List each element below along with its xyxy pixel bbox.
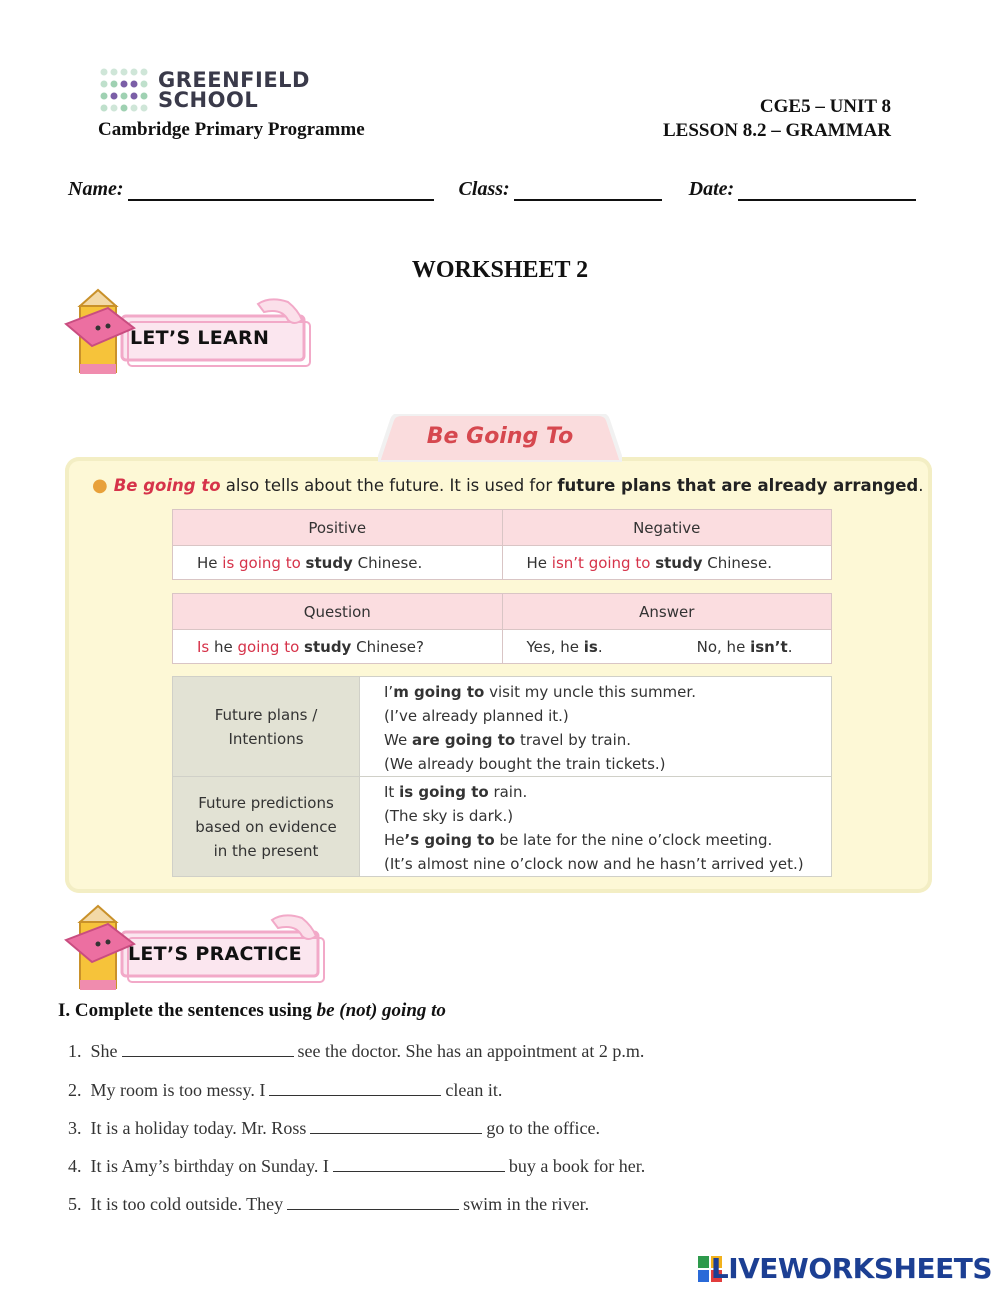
lets-learn-label: LET’S LEARN [130,327,270,349]
rule-text: also tells about the future. It is used for [220,476,558,495]
exercise-item: 5. It is too cold outside. They swim in the river. [68,1194,590,1214]
table-header: Negative [502,510,832,546]
exercise-item: 2. My room is too messy. I clean it. [68,1080,503,1100]
programme-name: Cambridge Primary Programme [98,119,365,140]
liveworksheets-brand[interactable]: LIVEWORKSHEETS [710,1252,992,1285]
lets-practice-label: LET’S PRACTICE [128,943,302,965]
date-label: Date: [688,178,735,200]
unit-lesson-block [663,95,891,143]
answer-blank[interactable] [122,1040,294,1057]
exercise-heading: I. Complete the sentences using be (not) going to [58,1000,446,1021]
name-field[interactable] [128,179,434,201]
table-header: Positive [173,510,503,546]
rule-end: . [918,476,924,495]
logo-line-1: GREENFIELD [158,68,310,92]
usage-examples-plans: I’m going to visit my uncle this summer. (I’ve already planned it.) We are going to travel by train. (We already bought the train tickets.) [360,677,832,777]
question-example: Is he going to study Chinese? [173,630,503,664]
answer-example: Yes, he is. No, he isn’t. [502,630,832,664]
school-logo-icon [100,68,148,118]
usage-label-predictions: Future predictions based on evidence in the present [173,777,360,877]
negative-example: He isn’t going to study Chinese. [502,546,832,580]
answer-blank[interactable] [310,1117,482,1134]
question-answer-table [172,593,832,664]
date-field[interactable] [738,179,916,201]
lesson-label: LESSON 8.2 – GRAMMAR [662,120,891,141]
answer-blank[interactable] [269,1079,441,1096]
positive-example: He is going to study Chinese. [173,546,503,580]
rule-emphasis: future plans that are already arranged [557,476,919,495]
answer-blank[interactable] [287,1193,459,1210]
name-label: Name: [68,178,124,200]
grammar-rule [92,475,923,496]
usage-examples-predictions: It is going to rain. (The sky is dark.) He’s going to be late for the nine o’clock meeting. (It’s almost nine o’clock now and he hasn’t arrived yet.) [360,777,832,877]
school-logo-text [158,70,310,110]
exercise-item: 3. It is a holiday today. Mr. Ross go to the office. [68,1118,600,1138]
positive-negative-table [172,509,832,580]
class-label: Class: [458,178,510,200]
grammar-title: Be Going To [426,424,574,449]
worksheet-title: WORKSHEET 2 [411,257,589,283]
exercise-item: 1. She see the doctor. She has an appointment at 2 p.m. [68,1041,645,1061]
table-header: Answer [502,594,832,630]
answer-blank[interactable] [333,1155,505,1172]
usage-table [172,676,832,877]
bullet-icon: ● [92,475,108,496]
student-info-row [68,178,916,201]
class-field[interactable] [514,179,662,201]
exercise-item: 4. It is Amy’s birthday on Sunday. I buy a book for her. [68,1156,646,1176]
usage-label-plans: Future plans / Intentions [173,677,360,777]
unit-label: CGE5 – UNIT 8 [759,96,891,117]
logo-line-2: SCHOOL [158,88,259,112]
rule-keyword: Be going to [113,476,221,495]
table-header: Question [173,594,503,630]
